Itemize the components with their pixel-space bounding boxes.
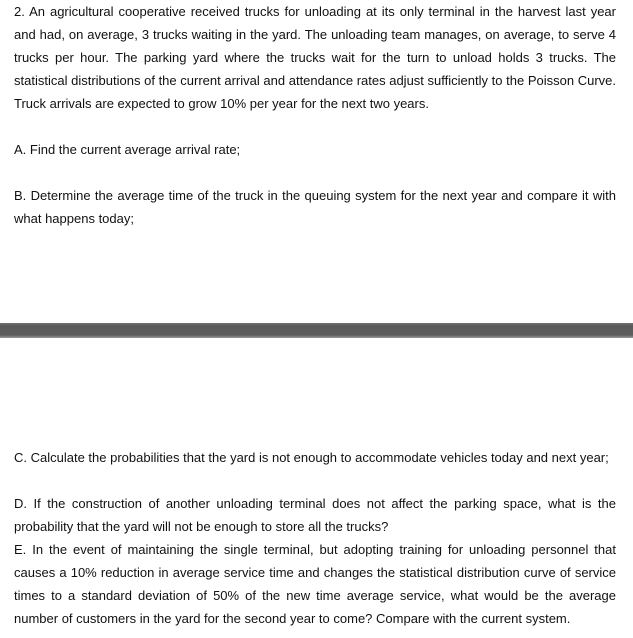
question-c: C. Calculate the probabilities that the yard is not enough to accommodate vehicles today and next year; [14,450,609,465]
question-d: D. If the construction of another unloading terminal does not affect the parking space, what is the probability that the yard will not be enough to store all the trucks? [14,496,616,534]
page-separator [0,323,633,338]
question-b: B. Determine the average time of the truck in the queuing system for the next year and compare it with what happens today; [14,188,616,226]
page-bottom-section [0,338,633,638]
question-a: A. Find the current average arrival rate; [14,142,241,157]
problem-statement: 2. An agricultural cooperative received trucks for unloading at its only terminal in the harvest last year and had, on average, 3 trucks waiting in the yard. The unloading team manages, on average, to serve 4 trucks per hour. The parking yard where the trucks wait for the turn to unload holds 3 trucks. The statistical distributions of the current arrival and attendance rates adjust sufficiently to the Poisson Curve. Truck arrivals are expected to grow 10% per year for the next two years. [14,4,616,111]
question-e: E. In the event of maintaining the single terminal, but adopting training for unloading personnel that causes a 10% reduction in average service time and changes the statistical distribution curve of service times to a standard deviation of 50% of the new time average service, what would be the average number of customers in the yard for the second year to come? Compare with the current system. [14,542,616,626]
